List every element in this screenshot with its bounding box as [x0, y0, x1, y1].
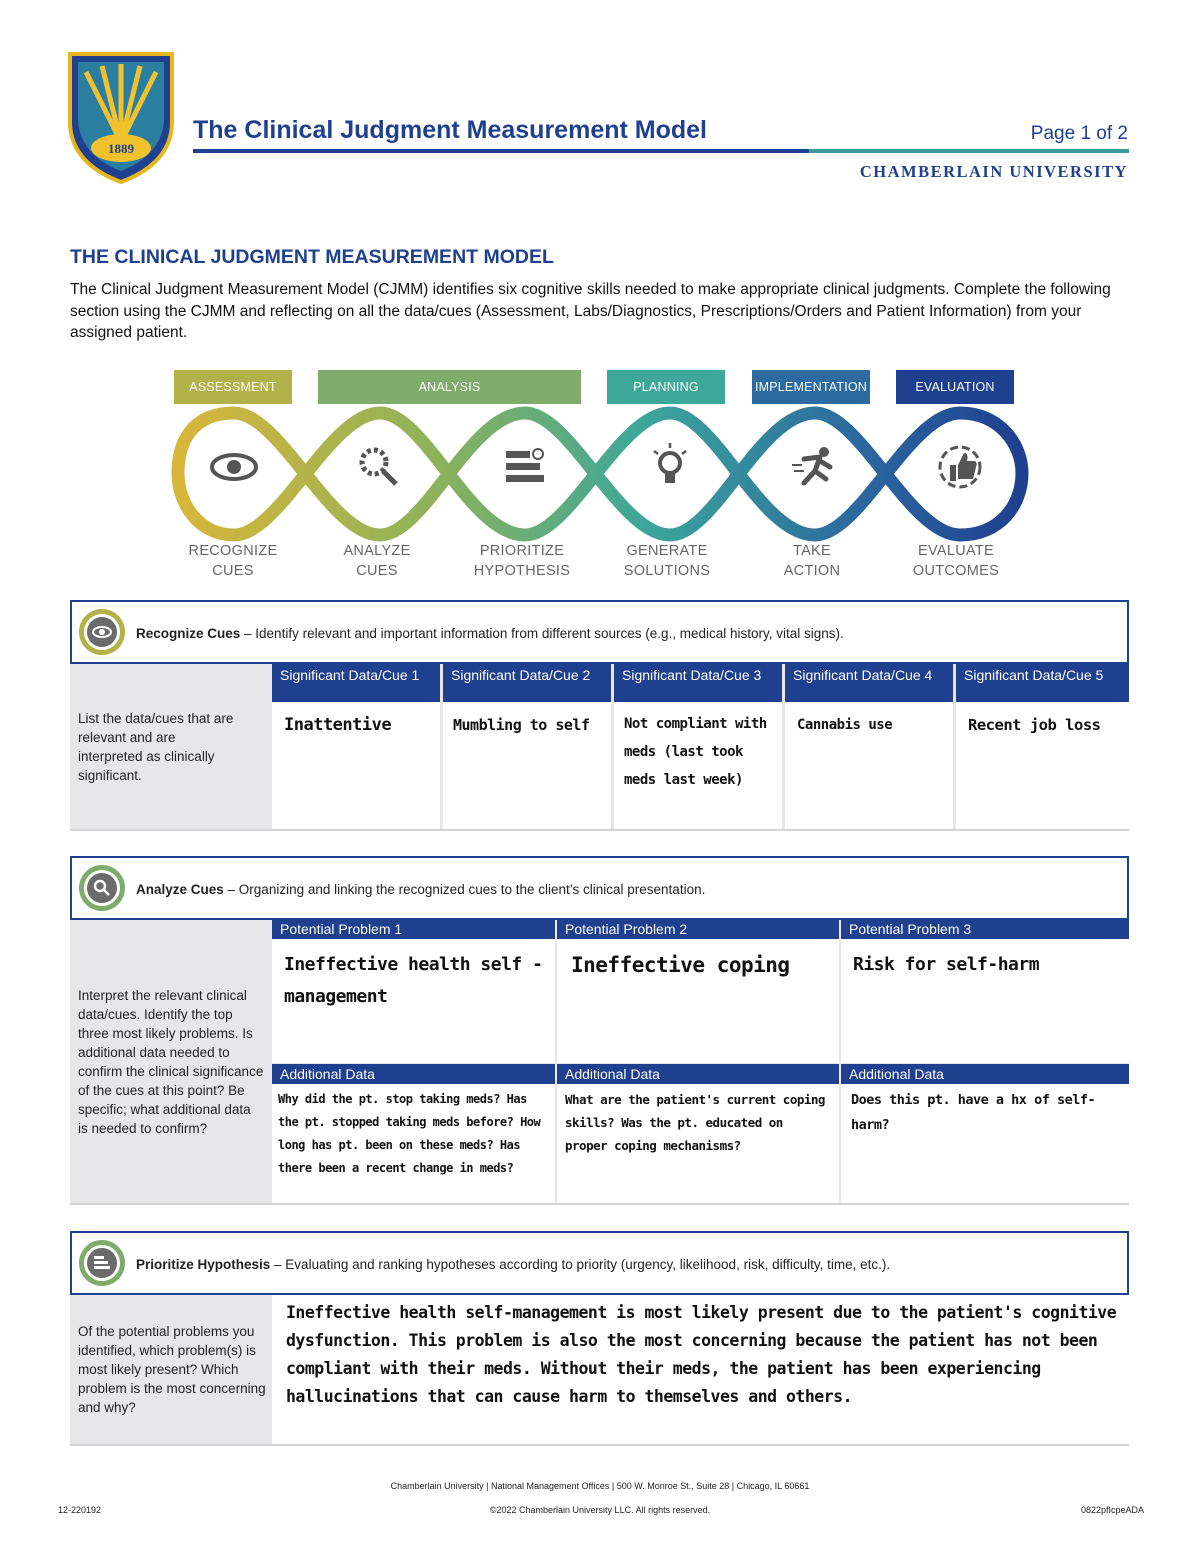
- step-generate-solutions: GENERATE SOLUTIONS: [623, 543, 711, 579]
- additional-data-2-header: Additional Data: [557, 1064, 839, 1084]
- phase-assessment: ASSESSMENT: [174, 370, 292, 404]
- document-title: The Clinical Judgment Measurement Model: [193, 116, 707, 144]
- additional-data-1-header: Additional Data: [272, 1064, 555, 1084]
- cue-1-header: Significant Data/Cue 1: [272, 664, 440, 702]
- thumbs-up-icon: [934, 441, 986, 493]
- priority-list-icon: [499, 441, 551, 493]
- runner-icon: [789, 441, 841, 493]
- footer-copyright: ©2022 Chamberlain University LLC. All rights reserved.: [489, 1505, 711, 1515]
- problem-3-answer[interactable]: Risk for self-harm: [841, 939, 1129, 1063]
- cue-3-header: Significant Data/Cue 3: [614, 664, 782, 702]
- lightbulb-icon: [644, 441, 696, 493]
- additional-data-1-answer[interactable]: Why did the pt. stop taking meds? Has the pt. stopped taking meds before? How long has pt. been on these meds? Has there been a recent change in meds?: [272, 1084, 555, 1203]
- problem-1-answer[interactable]: Ineffective health self - management: [272, 939, 555, 1063]
- phase-evaluation: EVALUATION: [896, 370, 1014, 404]
- prioritize-hypothesis-header: [70, 1231, 1129, 1295]
- header-rule-blue: [193, 149, 809, 153]
- cue-2-answer[interactable]: Mumbling to self: [443, 702, 611, 829]
- problem-3-header: Potential Problem 3: [841, 920, 1129, 939]
- step-take-action: TAKE ACTION: [783, 543, 841, 579]
- additional-data-3-header: Additional Data: [841, 1064, 1129, 1084]
- prioritize-hypothesis-table: [70, 1295, 1129, 1446]
- analyze-cues-header: [70, 856, 1129, 920]
- phase-planning: PLANNING: [607, 370, 725, 404]
- recognize-cues-table: [70, 664, 1129, 831]
- cue-4-answer[interactable]: Cannabis use: [785, 702, 953, 829]
- cjmm-helix-diagram: [170, 405, 1030, 545]
- analyze-cues-table: [70, 920, 1129, 1205]
- cue-2-header: Significant Data/Cue 2: [443, 664, 611, 702]
- step-analyze-cues: ANALYZE CUES: [343, 543, 411, 579]
- cue-5-header: Significant Data/Cue 5: [956, 664, 1129, 702]
- step-prioritize-hypothesis: PRIORITIZE HYPOTHESIS: [473, 543, 571, 579]
- additional-data-3-answer[interactable]: Does this pt. have a hx of self-harm?: [841, 1084, 1129, 1203]
- eye-icon: [91, 625, 113, 639]
- prioritize-hypothesis-description: Prioritize Hypothesis – Evaluating and ranking hypotheses according to priority (urgency, likelihood, risk, difficulty, time, etc.).: [136, 1257, 891, 1272]
- recognize-prompt: List the data/cues that are relevant and are interpreted as clinically significant.: [70, 664, 271, 829]
- step-recognize-cues: RECOGNIZE CUES: [188, 543, 278, 579]
- footer-form-code: 0822pfIcpeADA: [1080, 1505, 1144, 1515]
- logo-year: 1889: [108, 141, 134, 156]
- cue-5-answer[interactable]: Recent job loss: [956, 702, 1129, 829]
- phase-analysis: ANALYSIS: [318, 370, 581, 404]
- step-evaluate-outcomes: EVALUATE OUTCOMES: [912, 543, 1000, 579]
- cue-1-answer[interactable]: Inattentive: [272, 702, 440, 829]
- gear-magnifier-icon: [353, 441, 405, 493]
- prioritize-hypothesis-badge: [79, 1240, 125, 1286]
- prioritize-prompt: Of the potential problems you identified, which problem(s) is most likely present? Which problem is the most concerning and why?: [70, 1295, 271, 1444]
- analyze-prompt: Interpret the relevant clinical data/cues. Identify the top three most likely problems. Is additional data needed to confirm the clinical significance of the cues at this point? Be specific; what additional data is needed to confirm?: [70, 920, 271, 1203]
- phase-implementation: IMPLEMENTATION: [752, 370, 870, 404]
- prioritize-answer[interactable]: Ineffective health self-management is most likely present due to the patient's cognitive dysfunction. This problem is also the most concerning because the patient has not been compliant with their meds. Without their meds, the patient has been experiencing hallucinations that can cause harm to themselves and others.: [272, 1295, 1129, 1444]
- university-shield-logo: [68, 52, 174, 184]
- analyze-cues-badge: [79, 865, 125, 911]
- eye-icon: [208, 441, 260, 493]
- intro-paragraph: The Clinical Judgment Measurement Model (CJMM) identifies six cognitive skills needed to make appropriate clinical judgments. Complete the following section using the CJMM and reflecting on all the data/cues (Assessment, Labs/Diagnostics, Prescriptions/Orders and Patient Information) from your assigned patient.: [70, 281, 1111, 341]
- gear-magnifier-icon: [93, 879, 111, 897]
- recognize-cues-badge: [79, 609, 125, 655]
- priority-list-icon: [93, 1255, 111, 1271]
- footer-address: Chamberlain University | National Management Offices | 500 W. Monroe St., Suite 28 | Chicago, IL 60661: [390, 1481, 810, 1491]
- problem-1-header: Potential Problem 1: [272, 920, 555, 939]
- cue-3-answer[interactable]: Not compliant with meds (last took meds last week): [614, 702, 782, 829]
- header-rule-teal: [809, 149, 1129, 153]
- footer-doc-code: 12-220192: [58, 1505, 102, 1515]
- additional-data-2-answer[interactable]: What are the patient's current coping skills? Was the pt. educated on proper coping mechanisms?: [557, 1084, 839, 1203]
- university-name: CHAMBERLAIN UNIVERSITY: [859, 162, 1128, 181]
- recognize-cues-header: [70, 600, 1129, 664]
- analyze-cues-description: Analyze Cues – Organizing and linking the recognized cues to the client’s clinical presentation.: [136, 882, 706, 897]
- problem-2-header: Potential Problem 2: [557, 920, 839, 939]
- problem-2-answer[interactable]: Ineffective coping: [557, 939, 839, 1063]
- section-heading: THE CLINICAL JUDGMENT MEASUREMENT MODEL: [70, 246, 554, 268]
- cue-4-header: Significant Data/Cue 4: [785, 664, 953, 702]
- page-number: Page 1 of 2: [1030, 123, 1128, 144]
- recognize-cues-description: Recognize Cues – Identify relevant and important information from different sources (e.g., medical history, vital signs).: [136, 626, 844, 641]
